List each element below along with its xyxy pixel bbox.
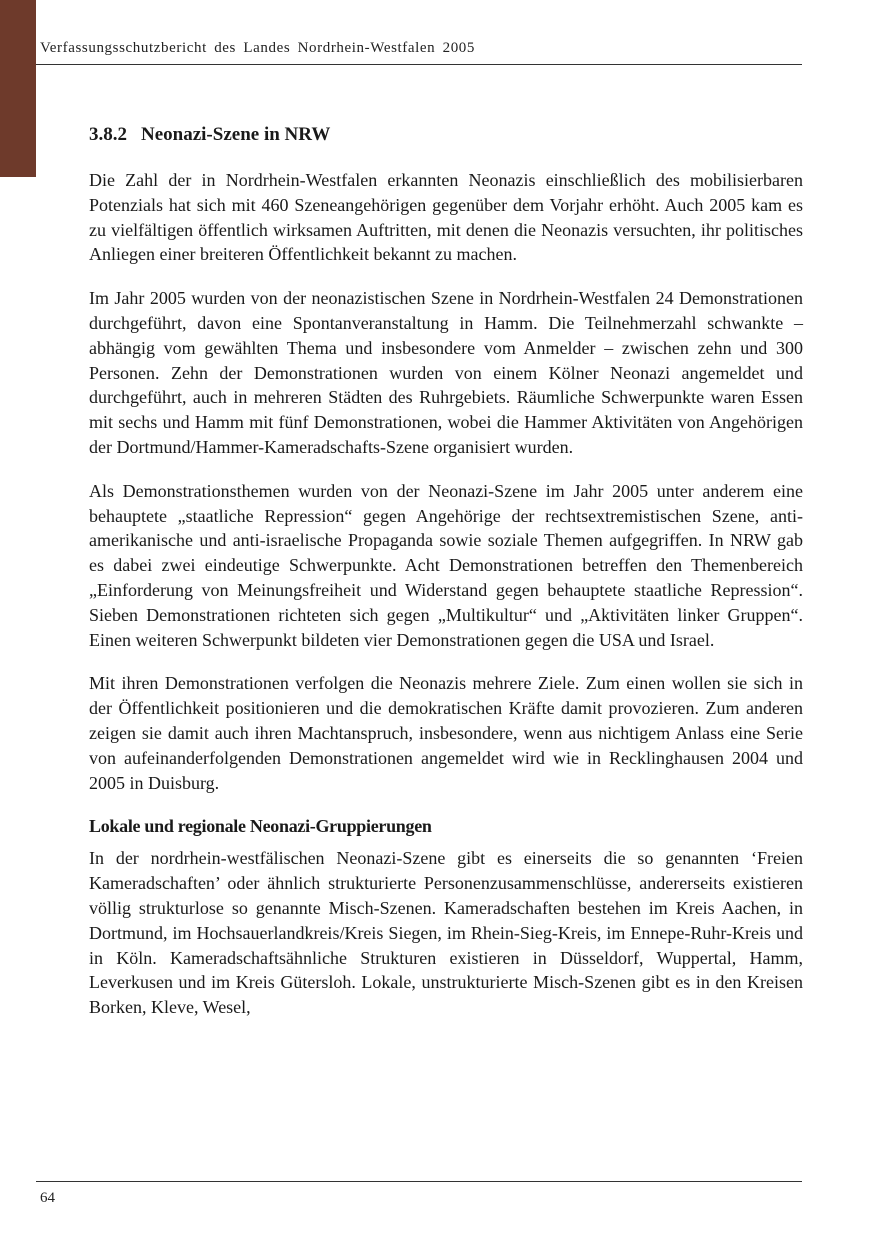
page-body <box>89 122 803 1039</box>
paragraph-1: Die Zahl der in Nordrhein-Westfalen erkannten Neonazis einschließlich des mobilisierbaren Potenzials hat sich mit 460 Szeneangehörigen gegenüber dem Vorjahr erhöht. Auch 2005 kam es zu vielfältigen öffentlich wirksamen Auftritten, mit denen die Neonazis versuchten, ihr politisches Anliegen einer breiteren Öffentlichkeit bekannt zu machen. <box>89 170 803 265</box>
subsection-heading: Lokale und regionale Neonazi-Gruppierungen <box>89 816 432 837</box>
page-number: 64 <box>40 1190 55 1206</box>
paragraph-2: Im Jahr 2005 wurden von der neonazistischen Szene in Nordrhein-Westfalen 24 Demonstrationen durchgeführt, davon eine Spontanveranstaltung in Hamm. Die Teilnehmerzahl schwankte – abhängig vom gewählten Thema und insbesondere vom Anmelder – zwischen zehn und 300 Personen. Zehn der Demonstrationen wurden von einem Kölner Neonazi angemeldet und durchgeführt, auch in mehreren Städten des Ruhrgebiets. Räumliche Schwerpunkte waren Essen mit sechs und Hamm mit fünf Demonstrationen, wobei die Hammer Aktivitäten von Angehörigen der Dortmund/Hammer-Kameradschafts-Szene organisiert wurden. <box>89 288 803 457</box>
running-header: Verfassungsschutzbericht des Landes Nordrhein-Westfalen 2005 <box>40 40 476 56</box>
subsection-paragraph: In der nordrhein-westfälischen Neonazi-Szene gibt es einerseits die so genannten ‘Freien Kameradschaften’ oder ähnlich strukturierte Personenzusammenschlüsse, andererseits existieren völlig strukturlose so genannte Misch-Szenen. Kameradschaften bestehen im Kreis Aachen, in Dortmund, im Hochsauerlandkreis/Kreis Siegen, im Rhein-Sieg-Kreis, im Ennepe-Ruhr-Kreis und in Köln. Kameradschaftsähnliche Strukturen existieren in Düsseldorf, Wuppertal, Hamm, Leverkusen und im Kreis Gütersloh. Lokale, unstrukturierte Misch-Szenen gibt es in den Kreisen Borken, Kleve, Wesel, <box>89 848 803 1018</box>
section-number: 3.8.2 <box>89 124 127 145</box>
footer-divider <box>36 1181 802 1182</box>
section-heading <box>89 122 803 148</box>
section-title: Neonazi-Szene in NRW <box>141 124 331 145</box>
chapter-color-tab <box>0 0 36 177</box>
paragraph-3: Als Demonstrationsthemen wurden von der Neonazi-Szene im Jahr 2005 unter anderem eine behauptete „staatliche Repression“ gegen Angehörige der rechtsextremistischen Szene, anti-amerikanische und anti-israelische Propaganda sowie soziale Themen aufgegriffen. In NRW gab es dabei zwei eindeutige Schwerpunkte. Acht Demonstrationen betreffen den Themenbereich „Einforderung von Meinungsfreiheit und Widerstand gegen behauptete staatliche Repression“. Sieben Demonstrationen richteten sich gegen „Multikultur“ und „Aktivitäten linker Gruppen“. Einen weiteren Schwerpunkt bildeten vier Demonstrationen gegen die USA und Israel. <box>89 480 803 650</box>
paragraph-4: Mit ihren Demonstrationen verfolgen die Neonazis mehrere Ziele. Zum einen wollen sie sich in der Öffentlichkeit positionieren und die demokratischen Kräfte damit provozieren. Zum anderen zeigen sie damit auch ihren Machtanspruch, insbesondere, wenn aus nichtigem Anlass eine Serie von aufeinanderfolgenden Demonstrationen angemeldet wird wie in Recklinghausen 2004 und 2005 in Duisburg. <box>89 673 803 793</box>
header-divider <box>36 64 802 65</box>
